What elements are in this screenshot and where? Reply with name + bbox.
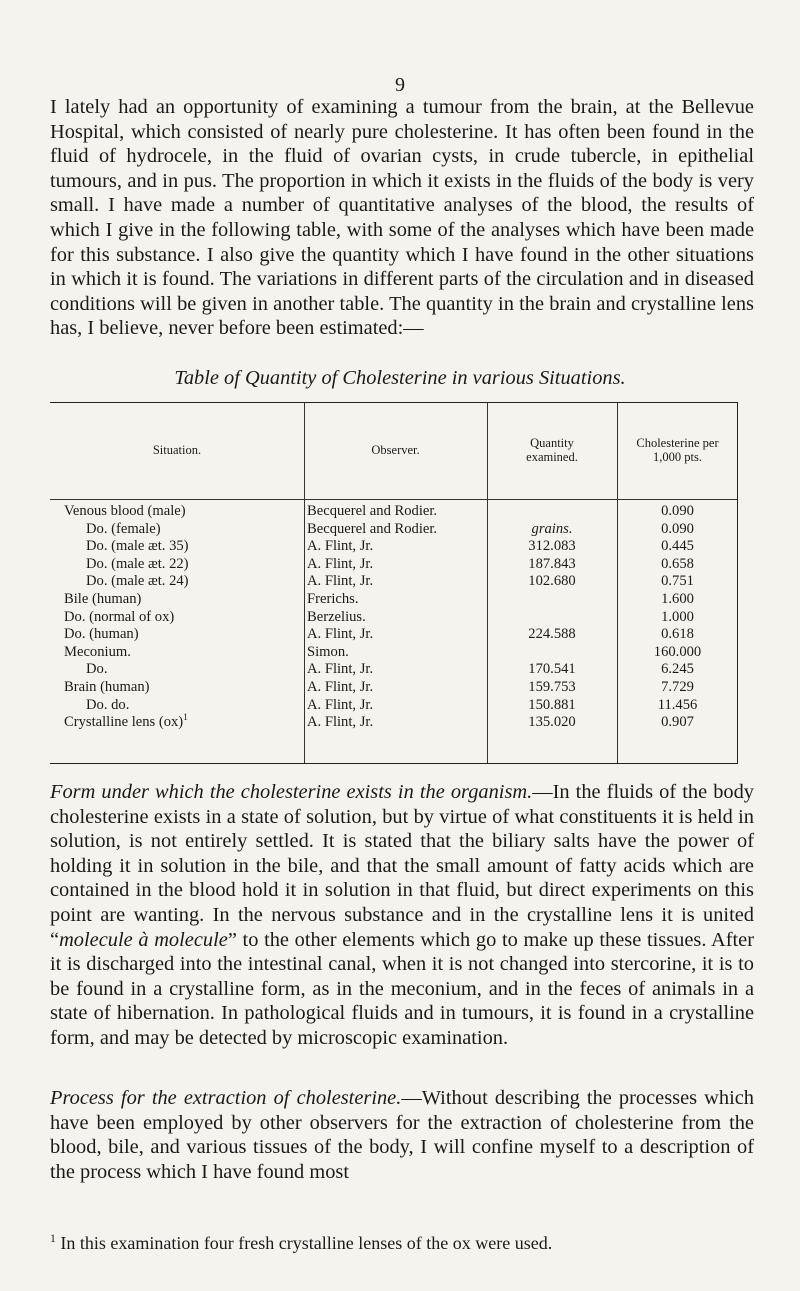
cell-cholesterine: 11.456 — [657, 696, 698, 713]
page-number: 9 — [395, 74, 405, 96]
cell-observer: A. Flint, Jr. — [307, 696, 374, 713]
cell-observer: Frerichs. — [307, 590, 359, 607]
cell-cholesterine: 0.658 — [661, 555, 694, 572]
cell-cholesterine: 1.000 — [661, 608, 694, 625]
cell-quantity: 135.020 — [528, 714, 576, 731]
cell-cholesterine: 0.907 — [661, 714, 694, 731]
process-text: —Without describing the processes which have been employed by other observers for the extraction of cholesterine from the blood, bile, and various tissues of the body, I will confine myself to a description of the process which I have found most — [50, 1087, 755, 1183]
cell-quantity: 102.680 — [528, 573, 576, 590]
cell-situation: Do. (male æt. 24) — [86, 573, 189, 590]
cell-quantity: 312.083 — [528, 538, 576, 555]
cholesterine-table — [50, 402, 738, 764]
form-text-b: ” to the other elements which go to make up these tissues. After it is discharged into the intestinal canal, when it is not changed into stercorine, it is to be found in a crystalline form, as in the meconium, and in the feces of animals in a state of hibernation. In pathological fluids and in tumours, it is found in a crystalline form, and may be detected by microscopic examination. — [50, 928, 755, 1049]
cell-quantity: 170.541 — [528, 661, 576, 678]
cell-situation: Crystalline lens (ox)$^1$ — [64, 713, 188, 731]
cell-situation: Do. (normal of ox) — [64, 608, 175, 625]
column-quantity — [487, 503, 617, 732]
cell-quantity: grains. — [531, 520, 573, 537]
form-paragraph — [50, 780, 754, 1051]
cell-observer: A. Flint, Jr. — [307, 538, 374, 555]
form-text-a: —In the fluids of the body cholesterine exists in a state of solution, but by virtue of what constituents it is held in solution, is not entirely settled. It is stated that the biliary salts have the power of holding it in solution in the bile, and that the small amount of fatty acids which are contained in the blood hold it in solution in that fluid, but direct experiments on this point are wanting. In the nervous substance and in the crystalline lens it is united “ — [50, 781, 755, 951]
header-quantity: Quantity examined. — [526, 436, 578, 464]
column-cholesterine — [617, 503, 738, 732]
form-emphasis: molecule à molecule — [59, 928, 228, 951]
cell-cholesterine: 160.000 — [653, 643, 702, 660]
header-cholesterine: Cholesterine per 1,000 pts. — [636, 436, 719, 464]
table-title: Table of Quantity of Cholesterine in various Situations. — [174, 367, 626, 389]
cell-quantity: 150.881 — [528, 696, 576, 713]
cell-quantity: 224.588 — [528, 626, 576, 643]
header-situation: Situation. — [152, 443, 202, 457]
cell-observer: Becquerel and Rodier. — [307, 520, 438, 537]
cell-cholesterine: 0.445 — [661, 538, 694, 555]
footnote-mark: 1 — [50, 1232, 56, 1245]
footnote-mark: 1 — [183, 713, 188, 724]
cell-cholesterine: 7.729 — [661, 678, 694, 695]
cell-observer: A. Flint, Jr. — [307, 626, 374, 643]
cell-observer: A. Flint, Jr. — [307, 714, 374, 731]
cell-situation: Brain (human) — [64, 678, 150, 695]
cell-observer: Berzelius. — [307, 608, 366, 625]
cell-situation: Bile (human) — [64, 590, 142, 607]
cell-quantity: 187.843 — [528, 555, 576, 572]
cell-cholesterine: 6.245 — [661, 661, 694, 678]
footnote — [50, 1232, 754, 1254]
cell-quantity — [487, 503, 617, 521]
cell-observer: A. Flint, Jr. — [307, 573, 374, 590]
column-situation — [64, 503, 304, 732]
cell-cholesterine: 1.600 — [661, 590, 694, 607]
form-heading: Form under which the cholesterine exists in the organism. — [50, 781, 533, 803]
cell-situation: Do. (male æt. 22) — [86, 555, 189, 572]
cell-cholesterine: 0.618 — [661, 626, 694, 643]
cell-observer: Simon. — [307, 643, 349, 660]
cell-observer: A. Flint, Jr. — [307, 678, 374, 695]
column-observer — [307, 503, 487, 732]
cell-situation: Do. do. — [86, 696, 130, 713]
cell-situation: Venous blood (male) — [64, 503, 186, 519]
header-observer: Observer. — [371, 443, 420, 457]
cell-observer: Becquerel and Rodier. — [307, 503, 438, 519]
cell-observer: A. Flint, Jr. — [307, 661, 374, 678]
cell-situation: Do. (male æt. 35) — [86, 538, 189, 555]
cell-cholesterine: 0.751 — [661, 573, 694, 590]
cell-observer: A. Flint, Jr. — [307, 555, 374, 572]
process-heading: Process for the extraction of cholesterine. — [50, 1087, 402, 1109]
process-paragraph — [50, 1086, 754, 1184]
cell-quantity — [487, 609, 617, 627]
cell-quantity — [487, 644, 617, 662]
cell-quantity — [487, 591, 617, 609]
cell-situation: Do. — [86, 661, 108, 678]
footnote-text: In this examination four fresh crystalline lenses of the ox were used. — [60, 1233, 553, 1253]
intro-paragraph: I lately had an opportunity of examining a tumour from the brain, at the Bellevue Hospital, which consisted of nearly pure cholesterine. It has often been found in the fluid of hydrocele, in the fluid of ovarian cysts, in crude tubercle, in epithelial tumours, and in pus. The proportion in which it exists in the fluids of the body is very small. I have made a number of quantitative analyses of the blood, the results of which I give in the following table, with some of the analyses which have been made for this substance. I also give the quantity which I have found in the other situations in which it is found. The variations in different parts of the circulation and in diseased conditions will be given in another table. The quantity in the brain and crystalline lens has, I believe, never before been estimated:— — [50, 96, 754, 340]
cell-cholesterine: 0.090 — [661, 520, 694, 537]
cell-situation: Do. (human) — [64, 626, 139, 643]
cell-situation: Do. (female) — [86, 520, 161, 537]
cell-situation: Meconium. — [64, 643, 131, 660]
cell-cholesterine: 0.090 — [661, 503, 694, 519]
cell-quantity: 159.753 — [528, 678, 576, 695]
